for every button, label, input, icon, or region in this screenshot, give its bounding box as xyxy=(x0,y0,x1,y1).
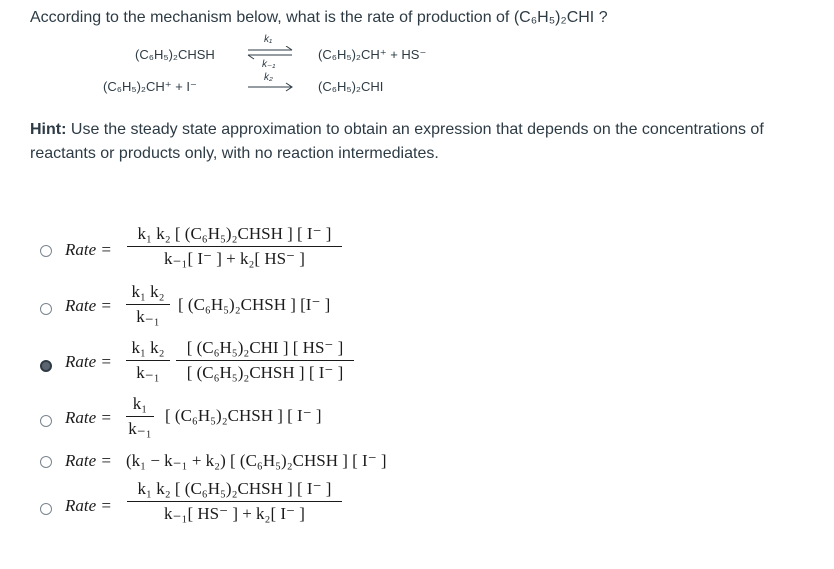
fraction-denominator: k₋₁ xyxy=(128,419,152,438)
rate-fraction xyxy=(127,479,342,524)
rate-fraction xyxy=(126,282,170,327)
concentration-denominator: [ (C₆H₅)₂CHSH ] [ I⁻ ] xyxy=(186,363,344,382)
concentration-terms: [ (C₆H₅)₂CHSH ] [ I⁻ ] xyxy=(165,406,322,425)
rate-fraction xyxy=(126,394,154,439)
rate-label: Rate = xyxy=(65,296,112,315)
fraction-denominator: k₋₁ xyxy=(136,307,160,326)
rate-expression: (k₁ − k₋₁ + k₂) [ (C₆H₅)₂CHSH ] [ I⁻ ] xyxy=(126,451,387,470)
rate-fraction xyxy=(126,338,170,383)
answer-option-5[interactable] xyxy=(40,449,440,473)
reaction1-reactant: (C₆H₅)₂CHSH xyxy=(135,47,215,62)
forward-arrow-icon xyxy=(246,82,294,92)
fraction-numerator: k₁ k₂ xyxy=(131,282,165,301)
fraction-numerator: k₁ k₂ xyxy=(131,338,165,357)
rate-label: Rate = xyxy=(65,240,112,259)
fraction-denominator: k₋₁[ I⁻ ] + k₂[ HS⁻ ] xyxy=(164,249,305,268)
fraction-numerator: k₁ k₂ [ (C₆H₅)₂CHSH ] [ I⁻ ] xyxy=(137,479,332,498)
fraction-numerator: k₁ xyxy=(132,394,148,413)
answer-option-3[interactable] xyxy=(40,338,370,388)
reaction1-products: (C₆H₅)₂CH⁺ + HS⁻ xyxy=(318,47,427,62)
equilibrium-arrow-icon xyxy=(246,46,294,60)
fraction-denominator: k₋₁ xyxy=(136,363,160,382)
radio-button-option-4[interactable] xyxy=(40,415,52,427)
hint-text xyxy=(30,118,820,166)
concentration-terms: [ (C₆H₅)₂CHSH ] [I⁻ ] xyxy=(178,295,331,314)
reaction1-k-reverse: k₋₁ xyxy=(262,59,276,70)
rate-label: Rate = xyxy=(65,352,112,371)
rate-fraction xyxy=(127,224,342,269)
radio-button-option-2[interactable] xyxy=(40,303,52,315)
fraction-numerator: k₁ k₂ [ (C₆H₅)₂CHSH ] [ I⁻ ] xyxy=(137,224,332,243)
rate-label: Rate = xyxy=(65,451,112,470)
answer-option-6[interactable] xyxy=(40,479,370,535)
reaction2-reactants: (C₆H₅)₂CH⁺ + I⁻ xyxy=(103,79,197,94)
fraction-denominator: k₋₁[ HS⁻ ] + k₂[ I⁻ ] xyxy=(164,504,305,523)
concentration-numerator: [ (C₆H₅)₂CHI ] [ HS⁻ ] xyxy=(186,338,344,357)
rate-label: Rate = xyxy=(65,408,112,427)
concentration-fraction xyxy=(176,338,354,383)
hint-label: Hint: xyxy=(30,121,67,138)
hint-body: Use the steady state approximation to obtain an expression that depends on the concentrations of reactants or products only, with no reaction intermediates. xyxy=(30,121,764,162)
reaction-mechanism xyxy=(0,0,834,110)
radio-button-option-5[interactable] xyxy=(40,456,52,468)
radio-button-option-6[interactable] xyxy=(40,503,52,515)
question-text: According to the mechanism below, what is the rate of production of (C₆H₅)₂CHI ? xyxy=(30,9,608,26)
reaction1-k-forward: k₁ xyxy=(264,34,273,45)
reaction2-product: (C₆H₅)₂CHI xyxy=(318,79,384,94)
answer-option-2[interactable] xyxy=(40,282,370,330)
answer-option-1[interactable] xyxy=(40,224,370,280)
radio-button-option-1[interactable] xyxy=(40,245,52,257)
radio-button-option-3-selected[interactable] xyxy=(40,360,52,372)
answer-option-4[interactable] xyxy=(40,394,370,442)
reaction2-k: k₂ xyxy=(264,72,273,83)
rate-label: Rate = xyxy=(65,496,112,515)
